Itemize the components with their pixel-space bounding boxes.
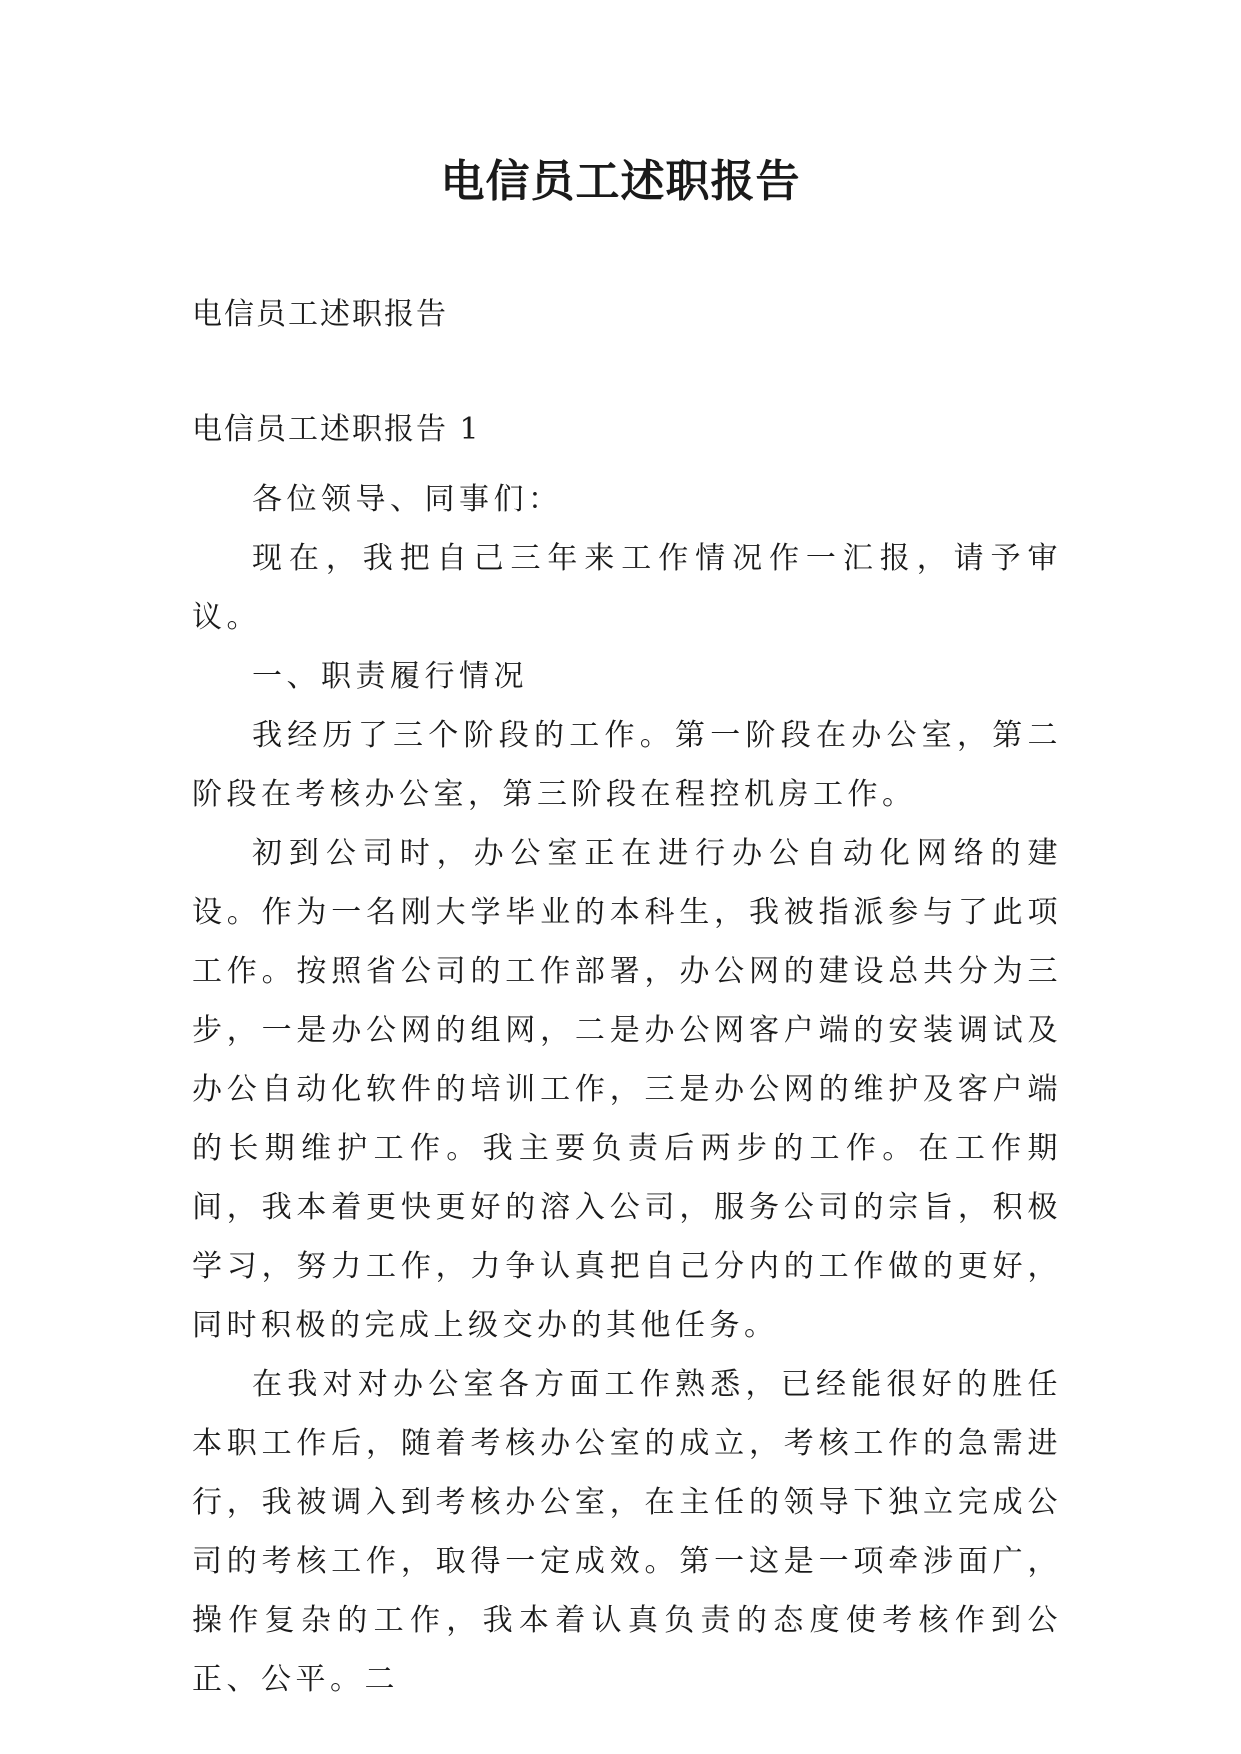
document-title: 电信员工述职报告 xyxy=(440,156,801,207)
paragraph-salutation: 各位领导、同事们： xyxy=(252,482,563,517)
document-body xyxy=(192,470,1062,1709)
document-subtitle: 电信员工述职报告 xyxy=(192,297,448,332)
paragraph-heading-duties: 一、职责履行情况 xyxy=(252,659,528,694)
section-title: 电信员工述职报告 1 xyxy=(192,412,481,447)
paragraph-office-automation: 初到公司时，办公室正在进行办公自动化网络的建设。作为一名刚大学毕业的本科生，我被指派参与了此项工作。按照省公司的工作部署，办公网的建设总共分为三步，一是办公网的组网，二是办公网客户端的安装调试及办公自动化软件的培训工作，三是办公网的维护及客户端的长期维护工作。我主要负责后两步的工作。在工作期间，我本着更快更好的溶入公司，服务公司的宗旨，积极学习，努力工作，力争认真把自己分内的工作做的更好，同时积极的完成上级交办的其他任务。 xyxy=(192,836,1062,1343)
paragraph-assessment: 在我对对办公室各方面工作熟悉，已经能很好的胜任本职工作后，随着考核办公室的成立，考核工作的急需进行，我被调入到考核办公室，在主任的领导下独立完成公司的考核工作，取得一定成效。第一这是一项牵涉面广，操作复杂的工作，我本着认真负责的态度使考核作到公正、公平。二 xyxy=(192,1367,1062,1697)
paragraph-intro: 现在，我把自己三年来工作情况作一汇报，请予审议。 xyxy=(192,541,1062,635)
paragraph-stages: 我经历了三个阶段的工作。第一阶段在办公室，第二阶段在考核办公室，第三阶段在程控机房工作。 xyxy=(192,718,1062,812)
